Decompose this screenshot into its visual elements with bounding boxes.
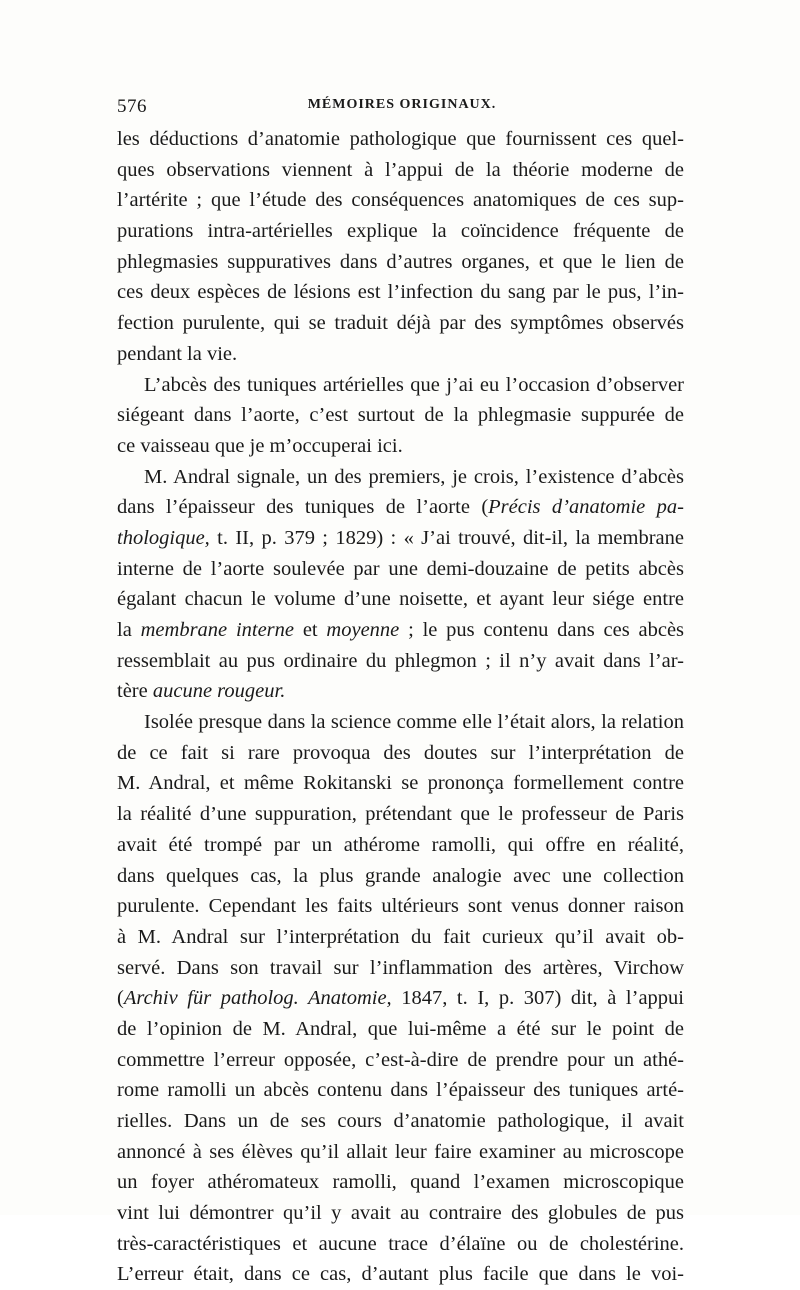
text-segment: ; le pus contenu dans ces abcès: [399, 619, 685, 641]
text-segment: L’erreur était, dans ce cas, d’autant plus facile que dans le voi-: [117, 1263, 684, 1286]
text-line: [117, 861, 684, 892]
text-segment: t. II, p. 379 ; 1829) : « J’ai trouvé, dit-il, la membrane: [209, 526, 684, 549]
text-line: [117, 922, 684, 953]
text-line: [117, 462, 684, 493]
text-segment: purulente. Cependant les faits ultérieurs sont venus donner raison: [117, 895, 684, 918]
text-line: [117, 983, 684, 1014]
text-segment: annoncé à ses élèves qu’il allait leur faire examiner au microscope: [117, 1140, 684, 1163]
text-segment: ressemblait au pus ordinaire du phlegmon ; il n’y avait dans l’ar-: [117, 649, 684, 672]
text-segment: la: [117, 619, 141, 641]
text-line: [117, 676, 684, 707]
text-segment: un foyer athéromateux ramolli, quand l’examen microscopique: [117, 1171, 684, 1194]
text-line: [117, 1259, 684, 1290]
text-line: [117, 1167, 684, 1198]
text-segment: ces deux espèces de lésions est l’infection du sang par le pus, l’in-: [117, 281, 684, 304]
text-segment: (: [117, 987, 124, 1010]
text-segment: L’abcès des tuniques artérielles que j’ai eu l’occasion d’observer: [144, 373, 684, 396]
text-segment: interne de l’aorte soulevée par une demi-douzaine de petits abcès: [117, 557, 684, 580]
text-line: [117, 339, 684, 370]
italic-text: moyenne: [326, 619, 400, 641]
text-line: [117, 370, 684, 401]
text-line: [117, 554, 684, 585]
text-segment: purations intra-artérielles explique la coïncidence fréquente de: [117, 220, 684, 243]
text-segment: ques observations viennent à l’appui de la théorie moderne de: [117, 158, 684, 181]
text-line: [117, 308, 684, 339]
text-line: [117, 1014, 684, 1045]
text-segment: rome ramolli un abcès contenu dans l’épaisseur des tuniques arté-: [117, 1079, 684, 1102]
text-line: [117, 768, 684, 799]
text-line: [117, 707, 684, 738]
text-line: [117, 247, 684, 278]
text-segment: pendant la vie.: [117, 342, 238, 365]
text-segment: dans l’épaisseur des tuniques de l’aorte (: [117, 496, 489, 519]
text-segment: les déductions d’anatomie pathologique que fournissent ces quel-: [117, 128, 684, 150]
text-line: [117, 584, 684, 615]
text-line: [117, 155, 684, 186]
italic-text: Précis d’anatomie pa-: [488, 496, 684, 519]
text-line: [117, 185, 684, 216]
text-line: [117, 1045, 684, 1076]
text-segment: servé. Dans son travail sur l’inflammation des artères, Virchow: [117, 956, 684, 979]
text-line: [117, 1198, 684, 1229]
running-title: MÉMOIRES ORIGINAUX.: [307, 97, 497, 112]
running-head: [117, 96, 687, 126]
text-segment: vint lui démontrer qu’il y avait au contraire des globules de pus: [117, 1202, 684, 1225]
italic-text: membrane interne: [140, 619, 295, 641]
text-segment: commettre l’erreur opposée, c’est-à-dire de prendre pour un athé-: [117, 1048, 684, 1071]
text-segment: ce vaisseau que je m’occuperai ici.: [117, 434, 403, 457]
text-segment: tère: [117, 680, 153, 703]
text-line: [117, 1106, 684, 1137]
text-segment: la réalité d’une suppuration, prétendant que le professeur de Paris: [117, 803, 684, 826]
text-segment: de ce fait si rare provoqua des doutes sur l’interprétation de: [117, 741, 684, 764]
text-line: [117, 216, 684, 247]
italic-text: Archiv für patholog. Anatomie,: [123, 987, 392, 1010]
text-segment: 1847, t. I, p. 307) dit, à l’appui: [391, 987, 684, 1010]
text-segment: et: [294, 619, 327, 641]
text-segment: de l’opinion de M. Andral, que lui-même a été sur le point de: [117, 1017, 684, 1040]
page-number: 576: [117, 96, 147, 117]
text-line: [117, 830, 684, 861]
text-segment: M. Andral, et même Rokitanski se prononça formellement contre: [117, 772, 684, 795]
text-line: [117, 492, 684, 523]
text-segment: M. Andral signale, un des premiers, je crois, l’existence d’abcès: [144, 465, 684, 488]
text-segment: phlegmasies suppuratives dans d’autres organes, et que le lien de: [117, 250, 684, 273]
text-line: [117, 738, 684, 769]
text-line: [117, 1229, 684, 1260]
italic-text: thologique,: [117, 526, 210, 549]
text-segment: très-caractéristiques et aucune trace d’élaïne ou de cholestérine.: [117, 1232, 684, 1255]
text-line: [117, 431, 684, 462]
text-segment: rielles. Dans un de ses cours d’anatomie pathologique, il avait: [117, 1110, 684, 1132]
text-segment: égalant chacun le volume d’une noisette, et ayant leur siége entre: [117, 588, 684, 611]
text-segment: fection purulente, qui se traduit déjà par des symptômes observés: [117, 312, 684, 335]
text-segment: Isolée presque dans la science comme elle l’était alors, la relation: [144, 711, 684, 734]
text-segment: siégeant dans l’aorte, c’est surtout de la phlegmasie suppurée de: [117, 404, 684, 427]
text-line: [117, 400, 684, 431]
text-segment: à M. Andral sur l’interprétation du fait curieux qu’il avait ob-: [117, 925, 684, 948]
text-line: [117, 953, 684, 984]
text-line: [117, 1075, 684, 1106]
text-line: [117, 523, 684, 554]
text-segment: avait été trompé par un athérome ramolli, qui offre en réalité,: [117, 833, 684, 856]
text-line: [117, 124, 684, 155]
text-segment: l’artérite ; que l’étude des conséquences anatomiques de ces sup-: [117, 189, 684, 212]
body-text: [117, 124, 684, 1290]
text-line: [117, 799, 684, 830]
text-line: [117, 615, 684, 646]
text-line: [117, 646, 684, 677]
italic-text: aucune rougeur.: [152, 680, 286, 703]
text-line: [117, 1137, 684, 1168]
text-line: [117, 277, 684, 308]
text-line: [117, 891, 684, 922]
text-segment: dans quelques cas, la plus grande analogie avec une collection: [117, 864, 684, 887]
